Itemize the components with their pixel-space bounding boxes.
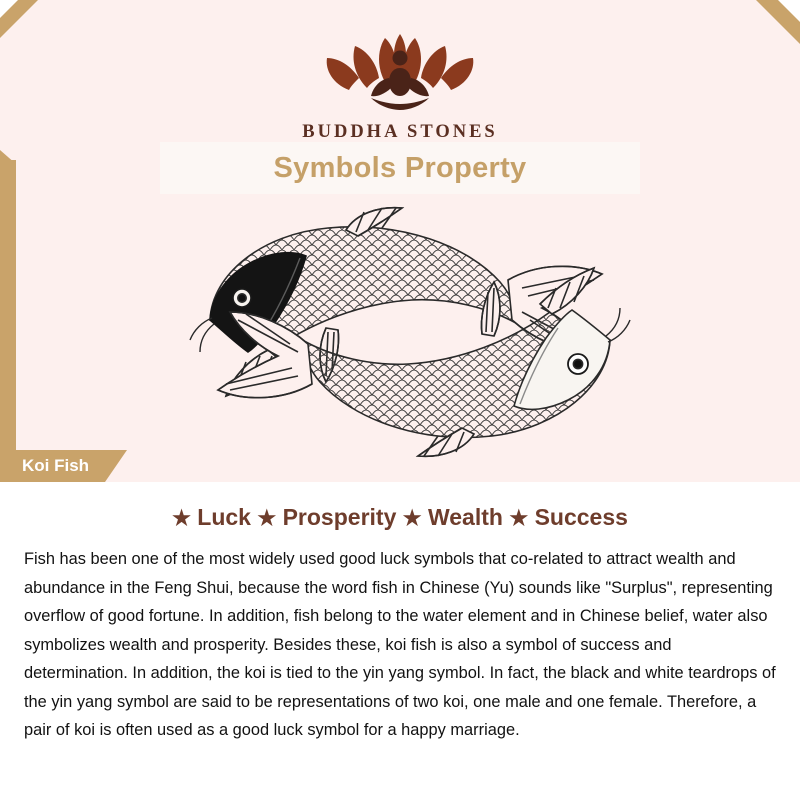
keyword-prosperity: Prosperity <box>282 504 397 530</box>
star-icon-2: ★ <box>402 507 422 530</box>
page-title: Symbols Property <box>273 151 527 184</box>
keyword-success: Success <box>534 504 628 530</box>
section-tab <box>0 450 127 482</box>
left-band-decoration <box>0 160 16 450</box>
corner-decoration-top-left-inner <box>0 0 18 18</box>
star-icon-3: ★ <box>509 507 529 530</box>
section-tab-body <box>0 450 105 482</box>
star-icon-0: ★ <box>172 507 191 530</box>
keyword-wealth: Wealth <box>427 504 503 530</box>
section-tab-tail <box>105 450 127 482</box>
star-icon-1: ★ <box>257 507 277 530</box>
brand-logo <box>0 18 800 143</box>
brand-name: BUDDHA STONES <box>302 122 498 142</box>
section-tab-label: Koi Fish <box>22 456 90 475</box>
title-banner <box>160 142 640 194</box>
body-paragraph: Fish has been one of the most widely used good luck symbols that co-related to attract wealth and abundance in the Feng Shui, because the word fish in Chinese (Yu) sounds like "Surplus", representing overflow of good fortune. In addition, fish belong to the water element and in Chinese belief, water also symbolizes wealth and prosperity. Besides these, koi fish is also a symbol of success and determination. In addition, the koi is tied to the yin yang symbol. In fact, the black and white teardrops of the yin yang symbol are said to be representations of two koi, one male and one female. Therefore, a pair of koi is often used as a good luck symbol for a happy marriage. <box>24 550 776 739</box>
two-koi-fish-yin-yang-illustration <box>150 200 670 465</box>
content-panel <box>0 482 800 800</box>
keyword-luck: Luck <box>197 504 251 530</box>
keyword-list <box>0 504 800 531</box>
lotus-meditation-figure-icon <box>315 18 485 118</box>
